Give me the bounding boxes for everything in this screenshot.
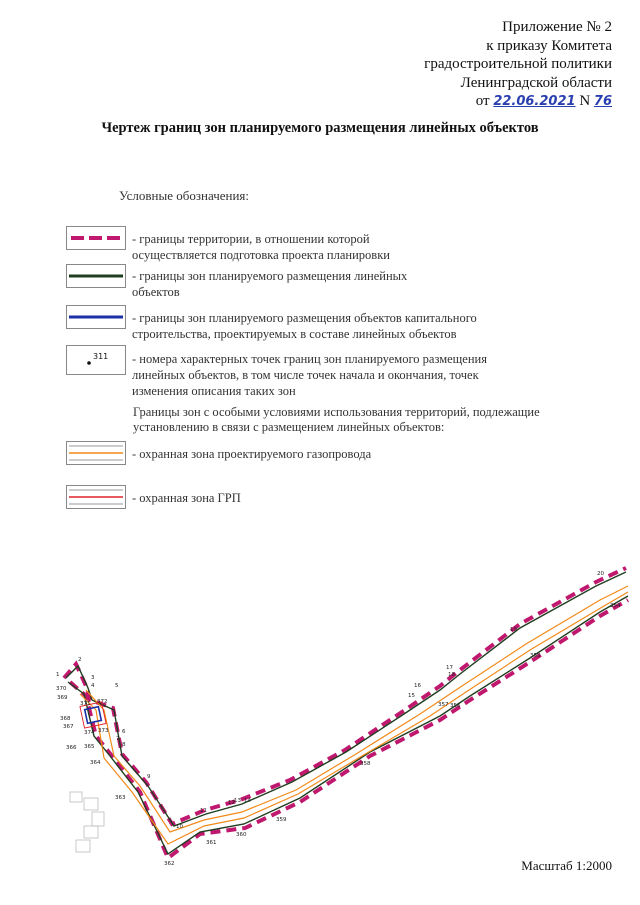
point-10: 10 (176, 824, 183, 830)
territory-boundary-inner (70, 600, 628, 858)
point-11: 11 (200, 808, 207, 814)
territory-boundary-symbol (66, 226, 126, 250)
region-name: Ленинградской области (460, 74, 612, 91)
appendix-header (352, 18, 612, 112)
point-370: 370 (56, 686, 67, 692)
point-3: 3 (91, 675, 95, 681)
point-4: 4 (91, 683, 95, 689)
point-15: 15 (408, 693, 415, 699)
linear-zone-boundary-lower (68, 596, 628, 854)
committee-name: градостроительной политики (424, 56, 612, 72)
point-8: 8 (122, 742, 126, 748)
point-18: 18 (448, 672, 455, 678)
drawing-scale: Масштаб 1:2000 (521, 858, 612, 873)
point-5: 5 (115, 683, 119, 689)
number-label: N (579, 93, 591, 109)
point-360: 360 (236, 832, 247, 838)
point-374: 374 (84, 730, 95, 736)
existing-buildings (70, 792, 104, 852)
boundary-map (0, 560, 640, 880)
point-368: 368 (60, 716, 71, 722)
point-364: 364 (90, 760, 101, 766)
point-372: 372 (97, 699, 108, 705)
point-14: 14 (244, 798, 251, 804)
drawing-title: Чертеж границ зон планируемого размещения линейных объектов (101, 120, 539, 136)
territory-boundary-text: - границы территории, в отношении которой осуществляется подготовка проекта планировки (132, 232, 390, 262)
point-355: 355 (530, 653, 541, 659)
point-363: 363 (115, 795, 126, 801)
order-date-line (352, 92, 612, 112)
point-16: 16 (414, 683, 421, 689)
point-358: 358 (360, 761, 371, 767)
point-number-text: - номера характерных точек границ зон планируемого размещения линейных объектов, в том числе точек начала и окончания, точек изменения описания таких зон (132, 352, 487, 398)
point-357: 357 (438, 702, 449, 708)
point-359: 359 (276, 817, 287, 823)
point-1: 1 (56, 672, 60, 678)
capital-zone-symbol (66, 305, 126, 329)
point-number-sample: 311 (93, 352, 109, 361)
point-9: 9 (147, 774, 151, 780)
point-367: 367 (63, 724, 74, 730)
legend-heading: Условные обозначения: (119, 188, 250, 203)
from-label: от (475, 93, 490, 109)
order-reference: к приказу Комитета (486, 37, 612, 54)
gas-zone-line-1 (86, 586, 628, 832)
grp-zone-symbol (66, 485, 126, 509)
grp-zone-text: - охранная зона ГРП (132, 491, 241, 505)
point-373: 373 (98, 728, 109, 734)
linear-zone-symbol (66, 264, 126, 288)
special-zones-heading: Границы зон с особыми условиями использования территорий, подлежащие установлению в связи с размещением линейных объектов: (133, 405, 540, 434)
point-13: 13 (234, 798, 241, 804)
point-labels (56, 571, 621, 867)
point-354: 354 (610, 603, 621, 609)
point-20: 20 (597, 571, 604, 577)
point-371: 371 (80, 701, 91, 707)
point-number-symbol (66, 345, 126, 375)
point-365: 365 (84, 744, 95, 750)
point-2: 2 (78, 657, 82, 663)
point-12: 12 (228, 800, 235, 806)
gas-zone-text: - охранная зона проектируемого газопровода (132, 447, 372, 461)
gas-zone-symbol (66, 441, 126, 465)
point-356: 356 (450, 703, 461, 709)
point-369: 369 (57, 695, 68, 701)
order-date: 22.06.2021 (493, 94, 576, 109)
linear-zone-text: - границы зон планируемого размещения линейных объектов (132, 269, 408, 299)
capital-zone-text: - границы зон планируемого размещения объектов капитального строительства, проектируемых в составе линейных объектов (132, 311, 477, 341)
point-6: 6 (122, 729, 126, 735)
point-17: 17 (446, 665, 453, 671)
point-361: 361 (206, 840, 217, 846)
appendix-number: Приложение № 2 (502, 19, 612, 35)
point-7: 7 (116, 736, 120, 742)
capital-zone-grp (85, 707, 102, 724)
point-362: 362 (164, 861, 175, 867)
order-number: 76 (593, 94, 612, 109)
point-19: 19 (510, 627, 517, 633)
point-366: 366 (66, 745, 77, 751)
